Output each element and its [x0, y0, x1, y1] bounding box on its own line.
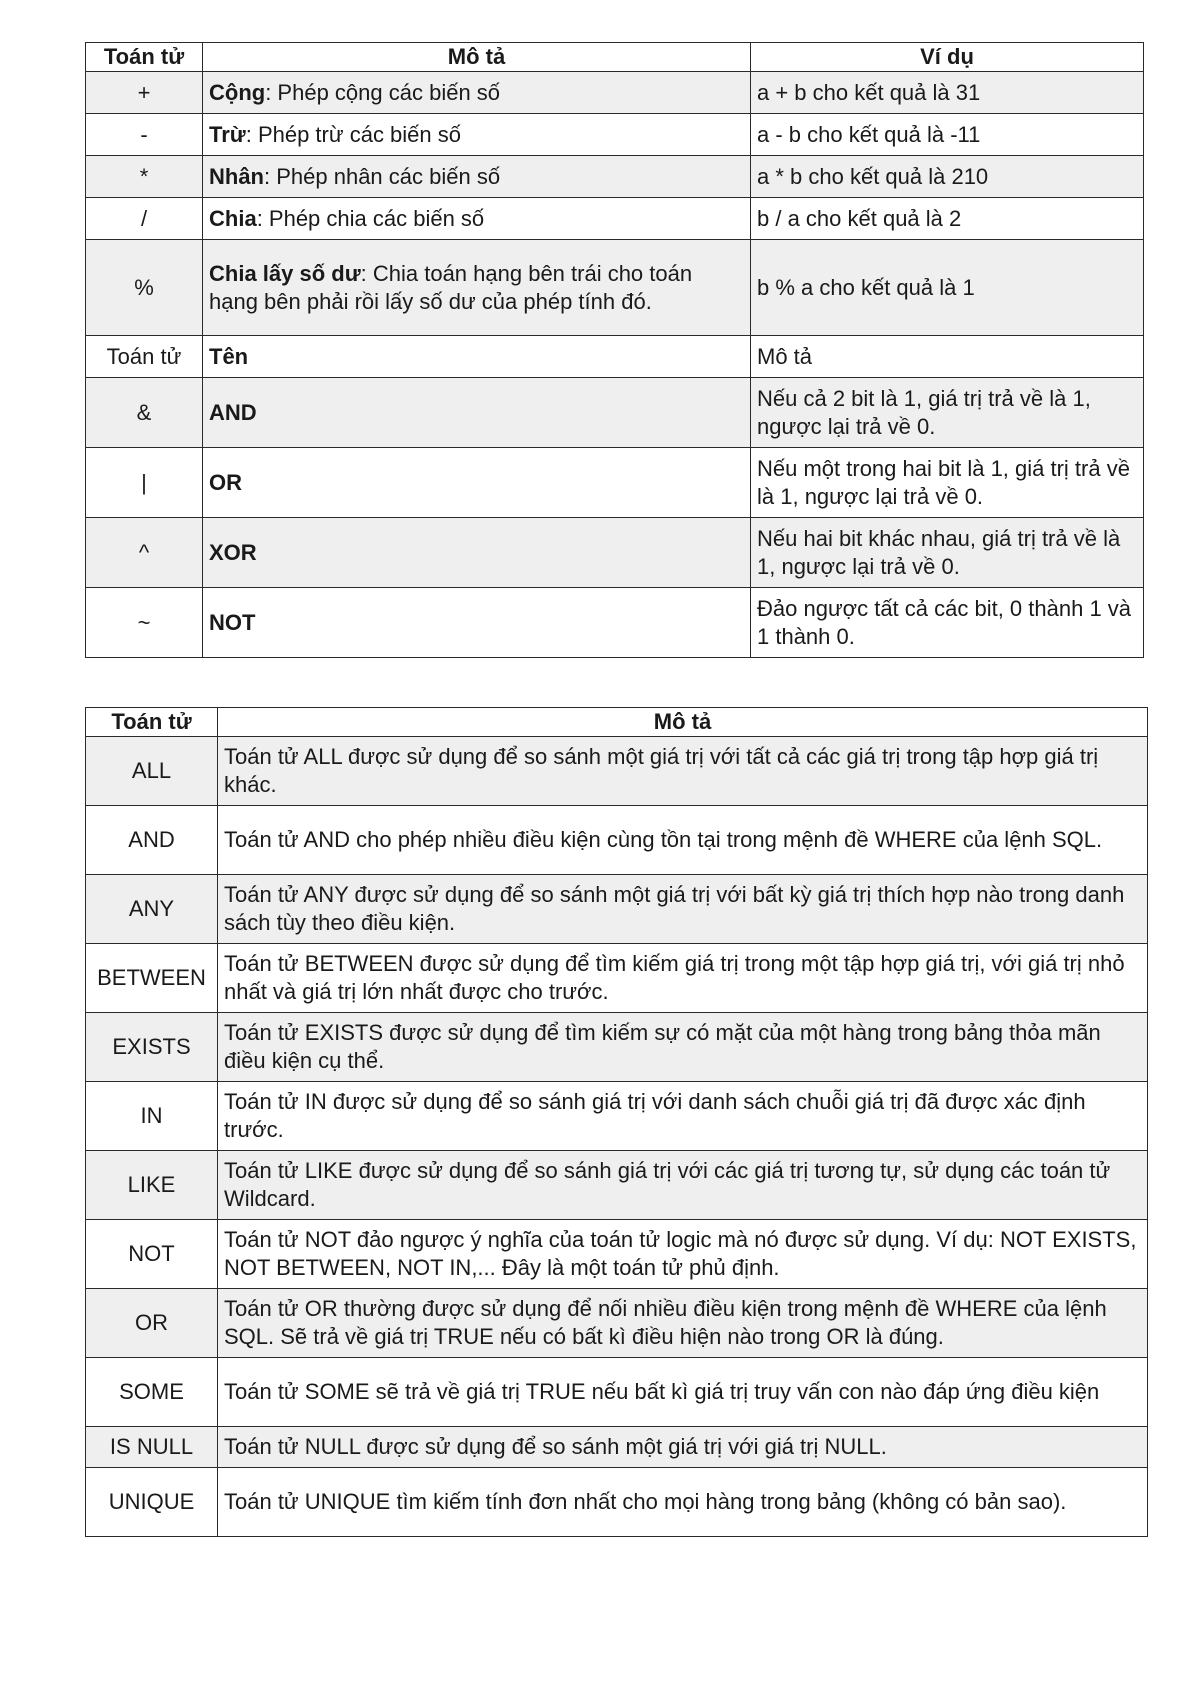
table-header-row [86, 43, 1144, 72]
example-cell: a * b cho kết quả là 210 [751, 156, 1144, 198]
operator-cell: AND [86, 806, 218, 875]
table-row [86, 1289, 1148, 1358]
table-row [86, 378, 1144, 448]
example-cell: Nếu một trong hai bit là 1, giá trị trả về là 1, ngược lại trả về 0. [751, 448, 1144, 518]
operator-cell: ANY [86, 875, 218, 944]
table-row [86, 240, 1144, 336]
operator-cell: UNIQUE [86, 1468, 218, 1537]
operator-cell: + [86, 72, 203, 114]
description-cell: Toán tử BETWEEN được sử dụng để tìm kiếm giá trị trong một tập hợp giá trị, với giá trị nhỏ nhất và giá trị lớn nhất được cho trước. [218, 944, 1148, 1013]
table-row [86, 1151, 1148, 1220]
table-row [86, 1468, 1148, 1537]
example-cell: b % a cho kết quả là 1 [751, 240, 1144, 336]
column-header: Mô tả [203, 43, 751, 72]
operator-cell: IS NULL [86, 1427, 218, 1468]
description-cell: Chia lấy số dư: Chia toán hạng bên trái cho toán hạng bên phải rồi lấy số dư của phép tính đó. [203, 240, 751, 336]
description-cell: Toán tử UNIQUE tìm kiếm tính đơn nhất cho mọi hàng trong bảng (không có bản sao). [218, 1468, 1148, 1537]
column-header: Ví dụ [751, 43, 1144, 72]
example-cell: a - b cho kết quả là -11 [751, 114, 1144, 156]
example-cell: a + b cho kết quả là 31 [751, 72, 1144, 114]
sql-logical-operator-table [85, 707, 1148, 1537]
operator-cell: LIKE [86, 1151, 218, 1220]
table-row [86, 156, 1144, 198]
example-cell: Nếu hai bit khác nhau, giá trị trả về là 1, ngược lại trả về 0. [751, 518, 1144, 588]
description-cell: Cộng: Phép cộng các biến số [203, 72, 751, 114]
operator-cell: EXISTS [86, 1013, 218, 1082]
description-cell: Toán tử EXISTS được sử dụng để tìm kiếm sự có mặt của một hàng trong bảng thỏa mãn điều kiện cụ thể. [218, 1013, 1148, 1082]
example-cell: Đảo ngược tất cả các bit, 0 thành 1 và 1 thành 0. [751, 588, 1144, 658]
table-row [86, 1082, 1148, 1151]
operator-cell: / [86, 198, 203, 240]
table-row [86, 588, 1144, 658]
description-cell: Chia: Phép chia các biến số [203, 198, 751, 240]
table-row [86, 944, 1148, 1013]
description-cell: Toán tử ANY được sử dụng để so sánh một giá trị với bất kỳ giá trị thích hợp nào trong danh sách tùy theo điều kiện. [218, 875, 1148, 944]
description-cell: Toán tử AND cho phép nhiều điều kiện cùng tồn tại trong mệnh đề WHERE của lệnh SQL. [218, 806, 1148, 875]
description-cell: Toán tử OR thường được sử dụng để nối nhiều điều kiện trong mệnh đề WHERE của lệnh SQL. Sẽ trả về giá trị TRUE nếu có bất kì điều hiện nào trong OR là đúng. [218, 1289, 1148, 1358]
table-row [86, 875, 1148, 944]
operator-cell: * [86, 156, 203, 198]
operator-cell: NOT [86, 1220, 218, 1289]
operator-cell: BETWEEN [86, 944, 218, 1013]
operator-cell: Toán tử [86, 336, 203, 378]
description-cell: NOT [203, 588, 751, 658]
operator-cell: % [86, 240, 203, 336]
description-cell: AND [203, 378, 751, 448]
table-row [86, 114, 1144, 156]
table-row [86, 737, 1148, 806]
table-row [86, 1358, 1148, 1427]
description-cell: XOR [203, 518, 751, 588]
description-cell: Toán tử LIKE được sử dụng để so sánh giá trị với các giá trị tương tự, sử dụng các toán tử Wildcard. [218, 1151, 1148, 1220]
table-row [86, 336, 1144, 378]
description-cell: Toán tử NULL được sử dụng để so sánh một giá trị với giá trị NULL. [218, 1427, 1148, 1468]
operator-cell: | [86, 448, 203, 518]
description-cell: Toán tử IN được sử dụng để so sánh giá trị với danh sách chuỗi giá trị đã được xác định trước. [218, 1082, 1148, 1151]
description-cell: Toán tử ALL được sử dụng để so sánh một giá trị với tất cả các giá trị trong tập hợp giá trị khác. [218, 737, 1148, 806]
operator-cell: SOME [86, 1358, 218, 1427]
description-cell: Toán tử NOT đảo ngược ý nghĩa của toán tử logic mà nó được sử dụng. Ví dụ: NOT EXISTS, NOT BETWEEN, NOT IN,... Đây là một toán tử phủ định. [218, 1220, 1148, 1289]
arithmetic-bitwise-operator-table [85, 42, 1144, 658]
description-cell: Tên [203, 336, 751, 378]
column-header: Toán tử [86, 43, 203, 72]
operator-cell: ^ [86, 518, 203, 588]
operator-cell: ~ [86, 588, 203, 658]
example-cell: Nếu cả 2 bit là 1, giá trị trả về là 1, ngược lại trả về 0. [751, 378, 1144, 448]
operator-cell: & [86, 378, 203, 448]
column-header: Mô tả [218, 708, 1148, 737]
operator-cell: ALL [86, 737, 218, 806]
description-cell: Toán tử SOME sẽ trả về giá trị TRUE nếu bất kì giá trị truy vấn con nào đáp ứng điều kiện [218, 1358, 1148, 1427]
operator-cell: OR [86, 1289, 218, 1358]
description-cell: Nhân: Phép nhân các biến số [203, 156, 751, 198]
description-cell: Trừ: Phép trừ các biến số [203, 114, 751, 156]
table-row [86, 72, 1144, 114]
table-row [86, 806, 1148, 875]
operator-cell: - [86, 114, 203, 156]
table-row [86, 1427, 1148, 1468]
table-row [86, 518, 1144, 588]
column-header: Toán tử [86, 708, 218, 737]
table-row [86, 1220, 1148, 1289]
example-cell: Mô tả [751, 336, 1144, 378]
operator-cell: IN [86, 1082, 218, 1151]
table-row [86, 198, 1144, 240]
table-row [86, 448, 1144, 518]
description-cell: OR [203, 448, 751, 518]
table-header-row [86, 708, 1148, 737]
table-row [86, 1013, 1148, 1082]
example-cell: b / a cho kết quả là 2 [751, 198, 1144, 240]
